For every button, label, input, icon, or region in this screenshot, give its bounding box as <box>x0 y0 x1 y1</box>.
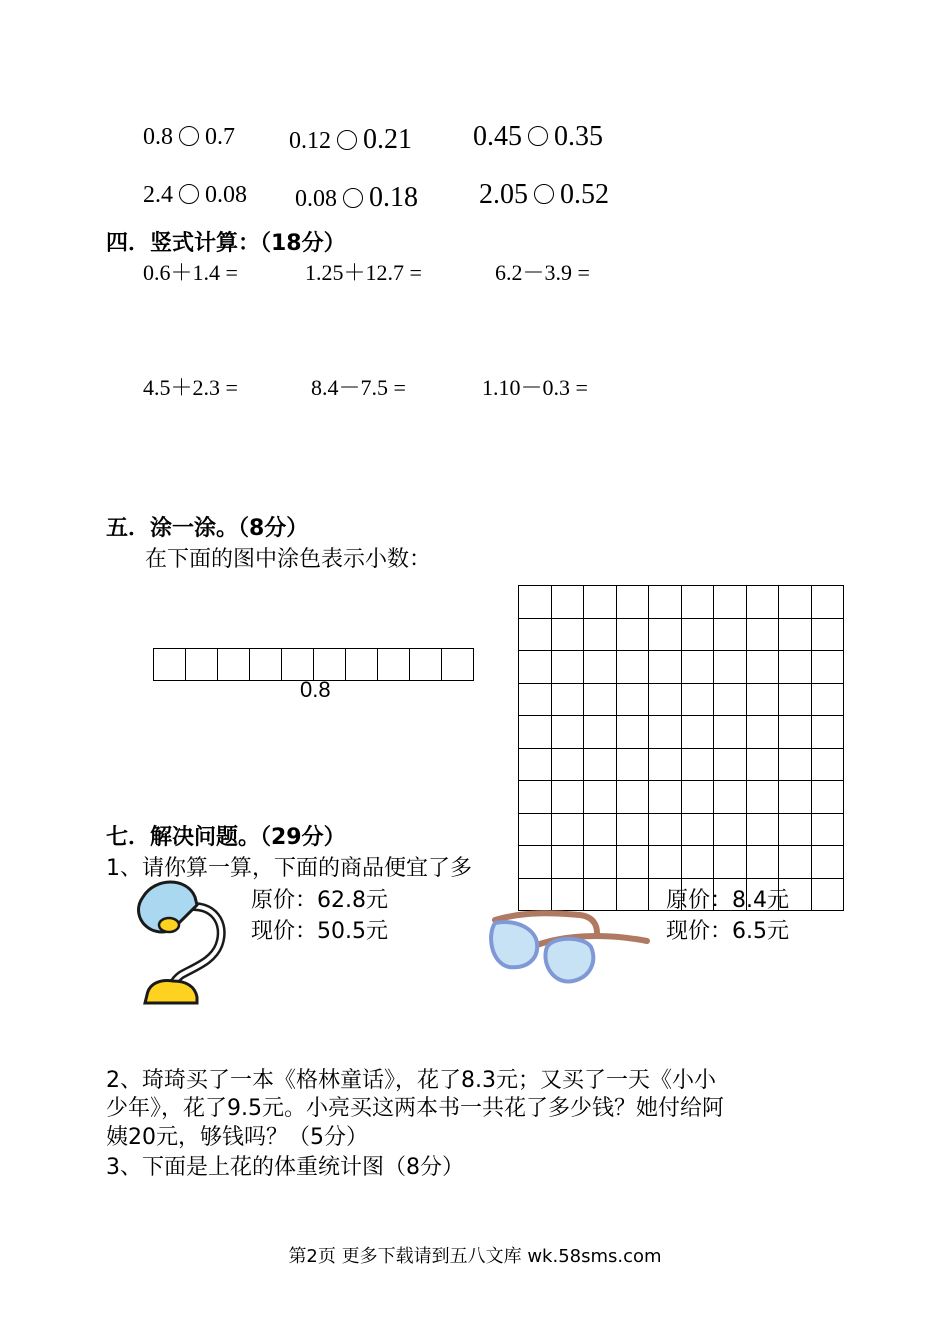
grid-cell[interactable] <box>551 586 584 619</box>
grid-cell[interactable] <box>779 748 812 781</box>
grid-cell[interactable] <box>714 846 747 879</box>
grid-cell[interactable] <box>811 683 844 716</box>
grid-cell[interactable] <box>779 586 812 619</box>
hundredths-grid[interactable] <box>518 585 844 911</box>
grid-cell[interactable] <box>681 813 714 846</box>
compare-item <box>479 179 609 211</box>
grid-cell[interactable] <box>779 618 812 651</box>
grid-cell[interactable] <box>649 618 682 651</box>
strip-cell[interactable] <box>250 649 282 681</box>
grid-cell[interactable] <box>746 683 779 716</box>
compare-item <box>143 182 247 209</box>
question-3: 3、下面是上花的体重统计图（8分） <box>106 1155 464 1180</box>
glasses-current-price: 现价：6.5元 <box>666 919 789 944</box>
page-footer: 第2页 更多下载请到五八文库 wk.58sms.com <box>288 1246 662 1267</box>
compare-left: 2.05 <box>479 179 528 210</box>
grid-cell[interactable] <box>779 813 812 846</box>
grid-cell[interactable] <box>616 716 649 749</box>
grid-cell[interactable] <box>779 716 812 749</box>
question-2-line-2: 少年》，花了9.5元。小亮买这两本书一共花了多少钱？她付给阿 <box>106 1096 724 1121</box>
grid-cell[interactable] <box>811 781 844 814</box>
grid-cell[interactable] <box>714 748 747 781</box>
compare-item <box>295 182 418 214</box>
grid-cell[interactable] <box>551 813 584 846</box>
grid-cell[interactable] <box>649 781 682 814</box>
grid-cell[interactable] <box>811 618 844 651</box>
grid-cell[interactable] <box>779 683 812 716</box>
grid-row <box>519 586 844 619</box>
strip-cell[interactable] <box>410 649 442 681</box>
grid-cell[interactable] <box>616 813 649 846</box>
grid-cell[interactable] <box>811 651 844 684</box>
grid-cell[interactable] <box>811 716 844 749</box>
grid-cell[interactable] <box>714 716 747 749</box>
grid-cell[interactable] <box>584 618 617 651</box>
compare-circle-blank[interactable] <box>179 184 199 204</box>
grid-row <box>519 813 844 846</box>
grid-cell[interactable] <box>811 748 844 781</box>
grid-row <box>519 651 844 684</box>
compare-right: 0.18 <box>369 182 418 213</box>
strip-cell[interactable] <box>442 649 474 681</box>
grid-cell[interactable] <box>584 781 617 814</box>
grid-cell[interactable] <box>616 846 649 879</box>
grid-cell[interactable] <box>584 586 617 619</box>
grid-cell[interactable] <box>551 748 584 781</box>
glasses-icon <box>485 905 655 990</box>
grid-cell[interactable] <box>714 586 747 619</box>
grid-cell[interactable] <box>519 618 552 651</box>
grid-cell[interactable] <box>649 716 682 749</box>
desk-lamp-icon <box>135 875 235 1010</box>
grid-cell[interactable] <box>584 813 617 846</box>
grid-cell[interactable] <box>681 618 714 651</box>
equation: 8.4－7.5 = <box>311 375 406 400</box>
equation: 1.25＋12.7 = <box>305 260 422 285</box>
lamp-original-price: 原价：62.8元 <box>251 888 388 913</box>
compare-circle-blank[interactable] <box>528 126 548 146</box>
question-2-line-1: 2、琦琦买了一本《格林童话》，花了8.3元；又买了一天《小小 <box>106 1068 716 1093</box>
equation: 0.6＋1.4 = <box>143 260 238 285</box>
grid-cell[interactable] <box>811 846 844 879</box>
grid-cell[interactable] <box>779 651 812 684</box>
grid-cell[interactable] <box>584 683 617 716</box>
grid-cell[interactable] <box>811 878 844 911</box>
compare-circle-blank[interactable] <box>337 130 357 150</box>
grid-cell[interactable] <box>746 748 779 781</box>
grid-row <box>519 716 844 749</box>
strip-cell[interactable] <box>378 649 410 681</box>
question-2-line-3: 姨20元，够钱吗？（5分） <box>106 1125 368 1150</box>
strip-cell[interactable] <box>346 649 378 681</box>
grid-cell[interactable] <box>681 651 714 684</box>
grid-cell[interactable] <box>584 716 617 749</box>
grid-cell[interactable] <box>714 683 747 716</box>
compare-left: 0.08 <box>295 186 337 212</box>
grid-cell[interactable] <box>714 618 747 651</box>
grid-cell[interactable] <box>519 813 552 846</box>
grid-cell[interactable] <box>746 846 779 879</box>
equation: 4.5＋2.3 = <box>143 375 238 400</box>
lamp-current-price: 现价：50.5元 <box>251 919 388 944</box>
grid-cell[interactable] <box>649 748 682 781</box>
grid-cell[interactable] <box>519 651 552 684</box>
compare-item <box>289 124 412 156</box>
grid-cell[interactable] <box>551 651 584 684</box>
grid-cell[interactable] <box>746 813 779 846</box>
strip-cell[interactable] <box>186 649 218 681</box>
compare-right: 0.21 <box>363 124 412 155</box>
grid-cell[interactable] <box>681 846 714 879</box>
grid-cell[interactable] <box>714 813 747 846</box>
grid-cell[interactable] <box>519 846 552 879</box>
grid-cell[interactable] <box>681 683 714 716</box>
grid-row <box>519 781 844 814</box>
grid-cell[interactable] <box>746 716 779 749</box>
section4-title: 四．竖式计算：（18分） <box>106 231 346 256</box>
compare-left: 2.4 <box>143 182 173 208</box>
grid-cell[interactable] <box>779 781 812 814</box>
compare-right: 0.35 <box>554 121 603 152</box>
equation: 6.2－3.9 = <box>495 260 590 285</box>
grid-cell[interactable] <box>519 586 552 619</box>
grid-cell[interactable] <box>681 716 714 749</box>
grid-cell[interactable] <box>551 683 584 716</box>
grid-cell[interactable] <box>551 846 584 879</box>
question-1: 1、请你算一算，下面的商品便宜了多 <box>106 856 472 881</box>
grid-row <box>519 748 844 781</box>
compare-right: 0.08 <box>205 182 247 208</box>
grid-cell[interactable] <box>746 618 779 651</box>
compare-circle-blank[interactable] <box>343 188 363 208</box>
compare-circle-blank[interactable] <box>534 184 554 204</box>
section5-instruction: 在下面的图中涂色表示小数： <box>145 547 432 572</box>
grid-cell[interactable] <box>811 813 844 846</box>
grid-cell[interactable] <box>649 683 682 716</box>
grid-cell[interactable] <box>779 846 812 879</box>
grid-cell[interactable] <box>519 748 552 781</box>
grid-cell[interactable] <box>584 748 617 781</box>
strip-label: 0.8 <box>300 677 331 702</box>
grid-cell[interactable] <box>551 618 584 651</box>
compare-right: 0.7 <box>205 124 235 150</box>
grid-cell[interactable] <box>551 781 584 814</box>
grid-row <box>519 618 844 651</box>
section7-title: 七．解决问题。（29分） <box>106 825 346 850</box>
grid-cell[interactable] <box>746 586 779 619</box>
grid-row <box>519 683 844 716</box>
compare-right: 0.52 <box>560 179 609 210</box>
grid-cell[interactable] <box>681 748 714 781</box>
grid-cell[interactable] <box>584 651 617 684</box>
grid-cell[interactable] <box>649 846 682 879</box>
compare-left: 0.8 <box>143 124 173 150</box>
grid-cell[interactable] <box>616 586 649 619</box>
section5-title: 五．涂一涂。（8分） <box>106 516 309 541</box>
compare-left: 0.45 <box>473 121 522 152</box>
grid-cell[interactable] <box>746 781 779 814</box>
grid-cell[interactable] <box>519 683 552 716</box>
grid-cell[interactable] <box>616 748 649 781</box>
grid-row <box>519 846 844 879</box>
strip-cell[interactable] <box>282 649 314 681</box>
grid-cell[interactable] <box>616 651 649 684</box>
grid-cell[interactable] <box>519 781 552 814</box>
grid-cell[interactable] <box>811 586 844 619</box>
grid-cell[interactable] <box>681 586 714 619</box>
compare-circle-blank[interactable] <box>179 126 199 146</box>
strip-cell[interactable] <box>154 649 186 681</box>
grid-cell[interactable] <box>616 781 649 814</box>
compare-left: 0.12 <box>289 128 331 154</box>
compare-item <box>473 121 603 153</box>
grid-cell[interactable] <box>746 651 779 684</box>
equation: 1.10－0.3 = <box>482 375 588 400</box>
grid-cell[interactable] <box>584 846 617 879</box>
grid-cell[interactable] <box>714 781 747 814</box>
grid-cell[interactable] <box>714 651 747 684</box>
compare-item <box>143 124 235 151</box>
grid-cell[interactable] <box>649 651 682 684</box>
strip-cell[interactable] <box>314 649 346 681</box>
grid-cell[interactable] <box>551 716 584 749</box>
grid-cell[interactable] <box>681 781 714 814</box>
grid-cell[interactable] <box>519 716 552 749</box>
grid-cell[interactable] <box>649 813 682 846</box>
strip-cell[interactable] <box>218 649 250 681</box>
grid-cell[interactable] <box>616 683 649 716</box>
grid-cell[interactable] <box>616 618 649 651</box>
grid-cell[interactable] <box>649 586 682 619</box>
glasses-original-price: 原价：8.4元 <box>666 888 789 913</box>
